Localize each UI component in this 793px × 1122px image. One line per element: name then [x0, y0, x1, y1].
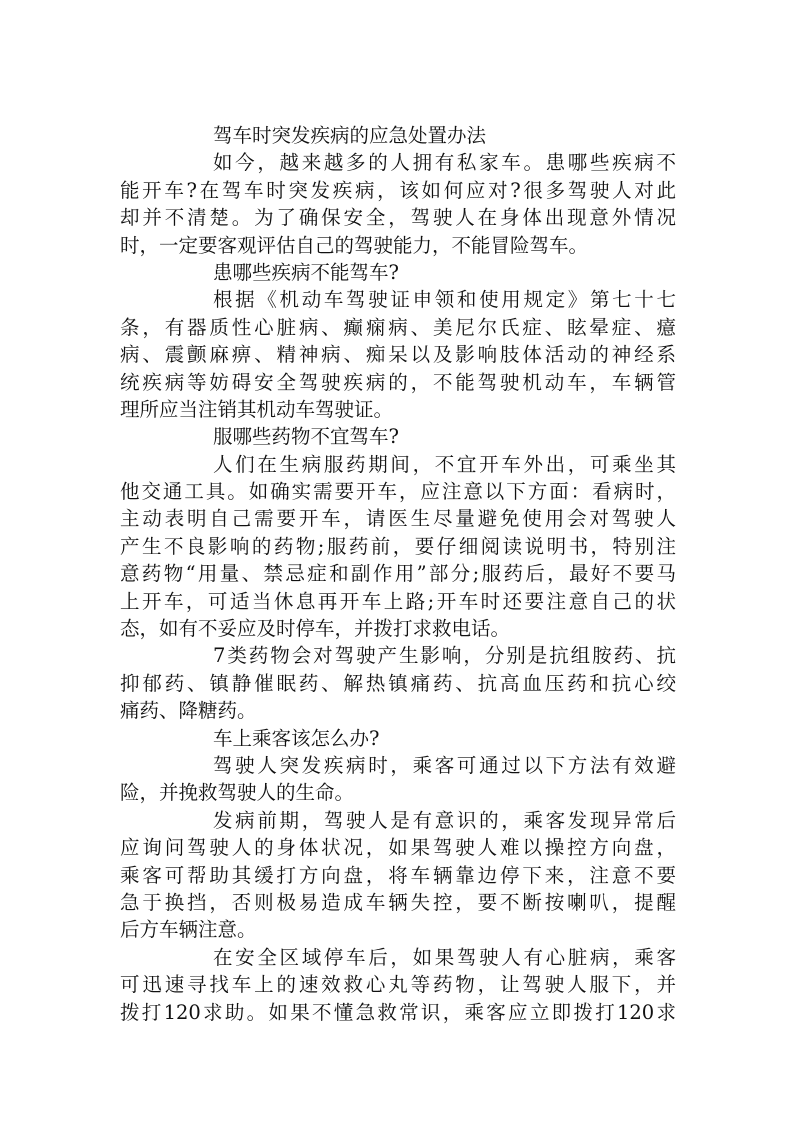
text-line: 可迅速寻找车上的速效救心丸等药物，让驾驶人服下，并: [120, 973, 676, 997]
section-heading: [120, 423, 676, 450]
text-line: 驾车时突发疾病的应急处置办法: [213, 124, 487, 147]
paragraph: [120, 807, 676, 944]
paragraph: [120, 642, 676, 724]
text-line: 服哪些药物不宜驾车?: [213, 425, 399, 449]
text-line: 根据《机动车驾驶证申领和使用规定》第七十七: [213, 288, 676, 312]
text-line: 意药物“用量、禁忌症和副作用”部分;服药后，最好不要马: [120, 562, 676, 586]
paragraph: [120, 752, 676, 807]
text-line: 他交通工具。如确实需要开车，应注意以下方面：看病时，: [120, 480, 676, 504]
text-line: 后方车辆注意。: [120, 918, 257, 942]
text-line: 如今，越来越多的人拥有私家车。患哪些疾病不: [213, 151, 676, 175]
text-line: 能开车?在驾车时突发疾病，该如何应对?很多驾驶人对此: [120, 178, 676, 202]
text-line: 人们在生病服药期间，不宜开车外出，可乘坐其: [213, 452, 676, 476]
text-line: 痛药、降糖药。: [120, 699, 257, 723]
text-line: 条，有器质性心脏病、癫痫病、美尼尔氏症、眩晕症、癔: [120, 315, 676, 339]
text-line: 拨打120求助。如果不懂急救常识，乘客应立即拨打120求: [120, 1000, 676, 1024]
text-line: 统疾病等妨碍安全驾驶疾病的，不能驾驶机动车，车辆管: [120, 370, 676, 394]
text-line: 态，如有不妥应及时停车，并拨打求救电话。: [120, 617, 511, 641]
section-heading: [120, 725, 676, 752]
text-line: 应询问驾驶人的身体状况，如果驾驶人难以操控方向盘，: [120, 836, 676, 860]
text-line: 时，一定要客观评估自己的驾驶能力，不能冒险驾车。: [120, 233, 589, 257]
paragraph: [120, 451, 676, 643]
text-line: 主动表明自己需要开车，请医生尽量避免使用会对驾驶人: [120, 507, 676, 531]
paragraph: [120, 149, 676, 259]
text-line: 险，并挽救驾驶人的生命。: [120, 781, 355, 805]
paragraph: [120, 286, 676, 423]
document-title: [120, 122, 676, 149]
text-line: 患哪些疾病不能驾车?: [213, 260, 399, 284]
text-line: 产生不良影响的药物;服药前，要仔细阅读说明书，特别注: [120, 534, 676, 558]
text-line: 发病前期，驾驶人是有意识的，乘客发现异常后: [213, 808, 676, 832]
text-line: 乘客可帮助其缓打方向盘，将车辆靠边停下来，注意不要: [120, 863, 676, 887]
text-line: 急于换挡，否则极易造成车辆失控，要不断按喇叭，提醒: [120, 890, 676, 914]
text-line: 上开车，可适当休息再开车上路;开车时还要注意自己的状: [120, 589, 676, 613]
text-line: 理所应当注销其机动车驾驶证。: [120, 397, 394, 421]
text-line: 驾驶人突发疾病时，乘客可通过以下方法有效避: [213, 753, 676, 777]
document-body: [120, 122, 676, 1026]
text-line: 却并不清楚。为了确保安全，驾驶人在身体出现意外情况: [120, 206, 676, 230]
text-line: 车上乘客该怎么办?: [213, 726, 380, 750]
text-line: 病、震颤麻痹、精神病、痴呆以及影响肢体活动的神经系: [120, 343, 676, 367]
text-line: 抑郁药、镇静催眠药、解热镇痛药、抗高血压药和抗心绞: [120, 671, 676, 695]
paragraph: [120, 944, 676, 1026]
text-line: 7类药物会对驾驶产生影响，分别是抗组胺药、抗: [213, 644, 676, 668]
text-line: 在安全区域停车后，如果驾驶人有心脏病，乘客: [213, 945, 676, 969]
section-heading: [120, 259, 676, 286]
